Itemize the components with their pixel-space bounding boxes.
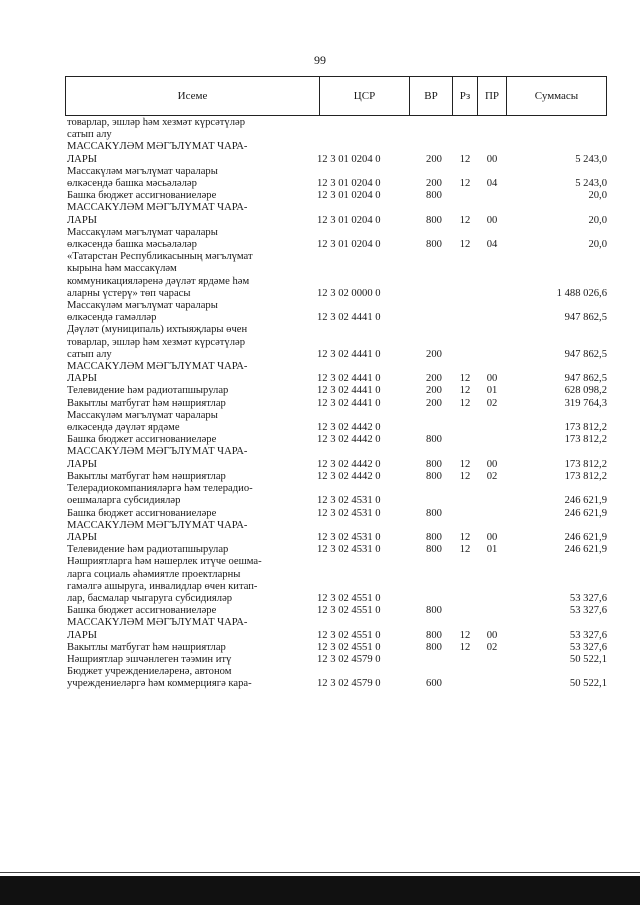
row-pr: 00: [486, 373, 498, 385]
row-name-line: Башка бюджет ассигнованиеләре: [67, 605, 217, 617]
row-name-line: МАССАКҮЛӘМ МӘГЪЛҮМАТ ЧАРА-: [67, 617, 248, 629]
row-name: [67, 617, 302, 641]
row-name-line: Массакүләм мәгълүмат чаралары: [67, 409, 218, 421]
table-row: [67, 434, 607, 446]
row-name-line: аларны үстерү» төп чарасы: [67, 287, 191, 299]
row-rz: 12: [459, 178, 471, 190]
row-name-line: Нәшриятлар эшчәнлеген тәэмин итү: [67, 653, 232, 665]
row-name: [67, 202, 302, 226]
row-csr: 12 3 02 4441 0: [317, 385, 381, 397]
row-name-line: лар, басмалар чыгаруга субсидияләр: [67, 592, 233, 604]
row-vr: 800: [426, 544, 442, 556]
row-name-line: Бюджет учреждениеләренә, автоном: [67, 666, 232, 678]
row-vr: 800: [426, 629, 442, 641]
row-vr: 800: [426, 458, 442, 470]
row-sum: 246 621,9: [564, 495, 607, 507]
row-name: [67, 227, 302, 251]
table-row: [67, 471, 607, 483]
row-sum: 50 522,1: [569, 678, 607, 690]
row-rz: 12: [459, 373, 471, 385]
row-sum: 246 621,9: [564, 507, 607, 519]
row-csr: 12 3 02 4531 0: [317, 495, 381, 507]
table-row: [67, 605, 607, 617]
row-pr: 00: [486, 458, 498, 470]
row-name: [67, 654, 302, 666]
row-rz: 12: [459, 641, 471, 653]
table-row: [67, 361, 607, 385]
row-name-line: Телевидение һәм радиотапшырулар: [67, 385, 229, 397]
row-sum: 173 812,2: [564, 458, 607, 470]
row-sum: 20,0: [588, 190, 607, 202]
scan-edge-line: [0, 872, 640, 873]
row-vr: 800: [426, 507, 442, 519]
table-row: [67, 227, 607, 251]
page-number: 99: [314, 53, 326, 67]
row-rz: 12: [459, 397, 471, 409]
row-csr: 12 3 02 4531 0: [317, 544, 381, 556]
row-name-line: кырына һәм массакүләм: [67, 263, 177, 275]
row-vr: 800: [426, 239, 442, 251]
table-row: [67, 190, 607, 202]
row-csr: 12 3 02 4531 0: [317, 507, 381, 519]
row-pr: 00: [486, 153, 498, 165]
row-name: [67, 251, 302, 300]
row-csr: 12 3 02 4551 0: [317, 641, 381, 653]
row-name: [67, 166, 302, 190]
table-row: [67, 520, 607, 544]
row-sum: 20,0: [588, 214, 607, 226]
row-csr: 12 3 02 4579 0: [317, 678, 381, 690]
row-rz: 12: [459, 385, 471, 397]
row-sum: 947 862,5: [564, 312, 607, 324]
row-csr: 12 3 02 4551 0: [317, 592, 381, 604]
table-body: [67, 117, 607, 691]
row-name: [67, 642, 302, 654]
row-rz: 12: [459, 531, 471, 543]
table-row: [67, 141, 607, 165]
row-csr: 12 3 02 4442 0: [317, 458, 381, 470]
row-pr: 01: [486, 544, 498, 556]
row-name-line: Телевидение һәм радиотапшырулар: [67, 544, 229, 556]
row-name-line: МАССАКҮЛӘМ МӘГЪЛҮМАТ ЧАРА-: [67, 519, 248, 531]
row-name-line: МАССАКҮЛӘМ МӘГЪЛҮМАТ ЧАРА-: [67, 361, 248, 373]
row-name: [67, 434, 302, 446]
table-row: [67, 642, 607, 654]
row-csr: 12 3 02 4442 0: [317, 422, 381, 434]
row-csr: 12 3 02 4442 0: [317, 470, 381, 482]
row-csr: 12 3 02 4441 0: [317, 312, 381, 324]
row-name: [67, 141, 302, 165]
row-pr: 04: [486, 239, 498, 251]
row-sum: 53 327,6: [569, 592, 607, 604]
row-name: [67, 324, 302, 361]
row-name-line: ЛАРЫ: [67, 629, 97, 641]
table-row: [67, 483, 607, 507]
row-rz: 12: [459, 214, 471, 226]
row-rz: 12: [459, 629, 471, 641]
table-row: [67, 556, 607, 605]
row-sum: 50 522,1: [569, 653, 607, 665]
row-csr: 12 3 02 4441 0: [317, 397, 381, 409]
row-name: [67, 385, 302, 397]
row-name: [67, 300, 302, 324]
row-name-line: ЛАРЫ: [67, 531, 97, 543]
table-row: [67, 398, 607, 410]
row-csr: 12 3 01 0204 0: [317, 178, 381, 190]
row-name-line: сатып алу: [67, 348, 112, 360]
row-csr: 12 3 02 4531 0: [317, 531, 381, 543]
row-name: [67, 556, 302, 605]
table-row: [67, 202, 607, 226]
table-row: [67, 508, 607, 520]
row-name: [67, 483, 302, 507]
row-name-line: Массакүләм мәгълүмат чаралары: [67, 165, 218, 177]
header-pr: ПР: [477, 77, 506, 115]
row-name-line: Телерадиокомпанияләргә һәм телерадио-: [67, 483, 253, 495]
row-vr: 200: [426, 178, 442, 190]
row-name-line: ЛАРЫ: [67, 214, 97, 226]
table-row: [67, 446, 607, 470]
row-csr: 12 3 01 0204 0: [317, 214, 381, 226]
row-name-line: оешмаларга субсидияләр: [67, 495, 181, 507]
row-sum: 53 327,6: [569, 605, 607, 617]
row-vr: 200: [426, 373, 442, 385]
row-name: [67, 471, 302, 483]
row-csr: 12 3 02 4441 0: [317, 373, 381, 385]
row-vr: 200: [426, 348, 442, 360]
row-csr: 12 3 01 0204 0: [317, 239, 381, 251]
row-name-line: Вакытлы матбугат һәм нәшриятлар: [67, 397, 226, 409]
row-name-line: Массакүләм мәгълүмат чаралары: [67, 300, 218, 312]
row-sum: 173 812,2: [564, 434, 607, 446]
scan-bottom-border: [0, 876, 640, 905]
row-name-line: өлкәсендә гамәлләр: [67, 312, 157, 324]
row-rz: 12: [459, 470, 471, 482]
row-sum: 246 621,9: [564, 544, 607, 556]
row-csr: 12 3 02 4441 0: [317, 348, 381, 360]
row-name: [67, 508, 302, 520]
row-pr: 02: [486, 397, 498, 409]
row-pr: 02: [486, 470, 498, 482]
row-name: [67, 361, 302, 385]
row-csr: 12 3 02 0000 0: [317, 287, 381, 299]
header-csr: ЦСР: [319, 77, 409, 115]
table-row: [67, 385, 607, 397]
row-rz: 12: [459, 153, 471, 165]
row-name-line: учреждениеләргә һәм коммерциягә кара-: [67, 678, 252, 690]
row-vr: 200: [426, 397, 442, 409]
row-csr: 12 3 02 4579 0: [317, 653, 381, 665]
row-name-line: товарлар, эшләр һәм хезмәт күрсәтүләр: [67, 117, 246, 128]
row-sum: 5 243,0: [575, 178, 607, 190]
row-name-line: сатып алу: [67, 129, 112, 141]
row-pr: 00: [486, 214, 498, 226]
row-name-line: Башка бюджет ассигнованиеләре: [67, 507, 217, 519]
row-vr: 800: [426, 605, 442, 617]
row-name-line: товарлар, эшләр һәм хезмәт күрсәтүләр: [67, 336, 246, 348]
row-name-line: коммуникацияләренә дәүләт ярдәме һәм: [67, 275, 250, 287]
row-rz: 12: [459, 458, 471, 470]
row-name-line: Массакүләм мәгълүмат чаралары: [67, 226, 218, 238]
row-name-line: Вакытлы матбугат һәм нәшриятлар: [67, 470, 226, 482]
row-pr: 04: [486, 178, 498, 190]
row-name: [67, 605, 302, 617]
row-name: [67, 446, 302, 470]
row-sum: 53 327,6: [569, 629, 607, 641]
table-header: [65, 76, 607, 116]
row-vr: 800: [426, 531, 442, 543]
row-name-line: өлкәсендә башка мәсьәләләр: [67, 239, 197, 251]
row-sum: 947 862,5: [564, 348, 607, 360]
row-vr: 200: [426, 385, 442, 397]
row-name-line: МАССАКҮЛӘМ МӘГЪЛҮМАТ ЧАРА-: [67, 446, 248, 458]
row-name: [67, 190, 302, 202]
table-row: [67, 544, 607, 556]
header-sum: Суммасы: [506, 77, 606, 115]
table-row: [67, 300, 607, 324]
row-sum: 1 488 026,6: [556, 287, 607, 299]
row-csr: 12 3 02 4551 0: [317, 629, 381, 641]
row-sum: 20,0: [588, 239, 607, 251]
row-sum: 947 862,5: [564, 373, 607, 385]
header-rz: Рз: [452, 77, 477, 115]
row-name-line: ЛАРЫ: [67, 373, 97, 385]
row-name-line: ЛАРЫ: [67, 153, 97, 165]
row-name: [67, 398, 302, 410]
row-name-line: Башка бюджет ассигнованиеләре: [67, 434, 217, 446]
row-vr: 800: [426, 214, 442, 226]
row-name-line: Башка бюджет ассигнованиеләре: [67, 190, 217, 202]
row-name-line: Нәшриятларга һәм нәшерлек итүче оешма-: [67, 556, 262, 568]
row-csr: 12 3 01 0204 0: [317, 153, 381, 165]
row-sum: 173 812,2: [564, 470, 607, 482]
table-row: [67, 117, 607, 141]
row-name-line: ларга социаль әһәмиятле проектларны: [67, 568, 241, 580]
row-pr: 01: [486, 385, 498, 397]
header-name: Исеме: [177, 90, 208, 102]
row-pr: 00: [486, 531, 498, 543]
row-sum: 628 098,2: [564, 385, 607, 397]
row-name-line: Вакытлы матбугат һәм нәшриятлар: [67, 641, 226, 653]
table-row: [67, 666, 607, 690]
row-vr: 800: [426, 641, 442, 653]
row-name-line: МАССАКҮЛӘМ МӘГЪЛҮМАТ ЧАРА-: [67, 202, 248, 214]
row-vr: 800: [426, 470, 442, 482]
row-name-line: Дәүләт (муниципаль) ихтыяҗлары өчен: [67, 324, 248, 336]
row-csr: 12 3 02 4551 0: [317, 605, 381, 617]
row-vr: 800: [426, 434, 442, 446]
table-row: [67, 617, 607, 641]
row-name-line: МАССАКҮЛӘМ МӘГЪЛҮМАТ ЧАРА-: [67, 141, 248, 153]
row-name: [67, 544, 302, 556]
row-name: [67, 117, 302, 141]
row-vr: 800: [426, 190, 442, 202]
table-row: [67, 251, 607, 300]
row-name: [67, 520, 302, 544]
row-vr: 600: [426, 678, 442, 690]
row-name-line: өлкәсендә башка мәсьәләләр: [67, 178, 197, 190]
row-sum: 5 243,0: [575, 153, 607, 165]
row-rz: 12: [459, 544, 471, 556]
row-csr: 12 3 02 4442 0: [317, 434, 381, 446]
row-name: [67, 666, 302, 690]
row-rz: 12: [459, 239, 471, 251]
row-name-line: гамәлгә ашыруга, инвалидлар өчен китап-: [67, 580, 258, 592]
row-name-line: өлкәсендә дәүләт ярдәме: [67, 422, 180, 434]
row-sum: 53 327,6: [569, 641, 607, 653]
row-name-line: «Татарстан Республикасының мәгълүмат: [67, 251, 253, 263]
row-pr: 02: [486, 641, 498, 653]
table-row: [67, 166, 607, 190]
table-row: [67, 654, 607, 666]
table-row: [67, 410, 607, 434]
row-sum: 319 764,3: [564, 397, 607, 409]
row-pr: 00: [486, 629, 498, 641]
row-name-line: ЛАРЫ: [67, 458, 97, 470]
table-row: [67, 324, 607, 361]
row-sum: 246 621,9: [564, 531, 607, 543]
header-vr: ВР: [409, 77, 452, 115]
row-csr: 12 3 01 0204 0: [317, 190, 381, 202]
row-vr: 200: [426, 153, 442, 165]
row-sum: 173 812,2: [564, 422, 607, 434]
row-name: [67, 410, 302, 434]
